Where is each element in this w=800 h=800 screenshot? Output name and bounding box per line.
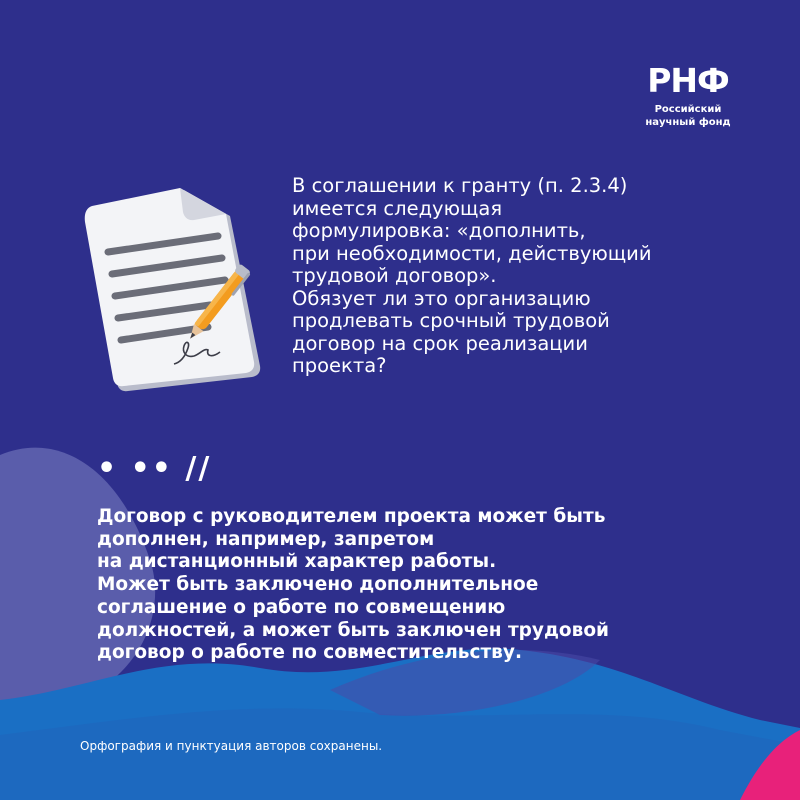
question-line: имеется следующая <box>292 196 503 220</box>
question-line: Обязует ли это организацию <box>292 286 591 310</box>
answer-line: должностей, а может быть заключен трудовой <box>97 619 610 641</box>
question-line: договор на срок реализации <box>292 331 588 355</box>
question-line: В соглашении к гранту (п. 2.3.4) <box>292 174 628 197</box>
question-line: продлевать срочный трудовой <box>292 309 610 332</box>
answer-line: соглашение о работе по совмещению <box>97 596 506 618</box>
logo-mark: РНФ <box>647 61 729 100</box>
answer-line: Может быть заключено дополнительное <box>97 574 539 596</box>
answer-text <box>97 506 717 665</box>
answer-line: на дистанционный характер работы. <box>97 551 497 573</box>
question-line: трудовой договор». <box>292 264 497 287</box>
answer-line: дополнен, например, запретом <box>97 528 435 550</box>
question-line: при необходимости, действующий <box>292 241 652 265</box>
rnf-logo <box>628 62 748 129</box>
quote-mark-glyph: • •• // <box>97 451 212 486</box>
answer-line: Договор с руководителем проекта может быть <box>97 506 606 527</box>
logo-line-2: научный фонд <box>645 117 731 128</box>
question-line: формулировка: «дополнить, <box>292 219 586 242</box>
document-pen-icon <box>82 186 282 396</box>
footnote: Орфография и пунктуация авторов сохранены. <box>80 739 383 753</box>
question-line: проекта? <box>292 354 387 377</box>
question-text <box>292 175 762 378</box>
answer-line: договор о работе по совместительству. <box>97 642 522 664</box>
logo-line-1: Российский <box>654 104 722 115</box>
